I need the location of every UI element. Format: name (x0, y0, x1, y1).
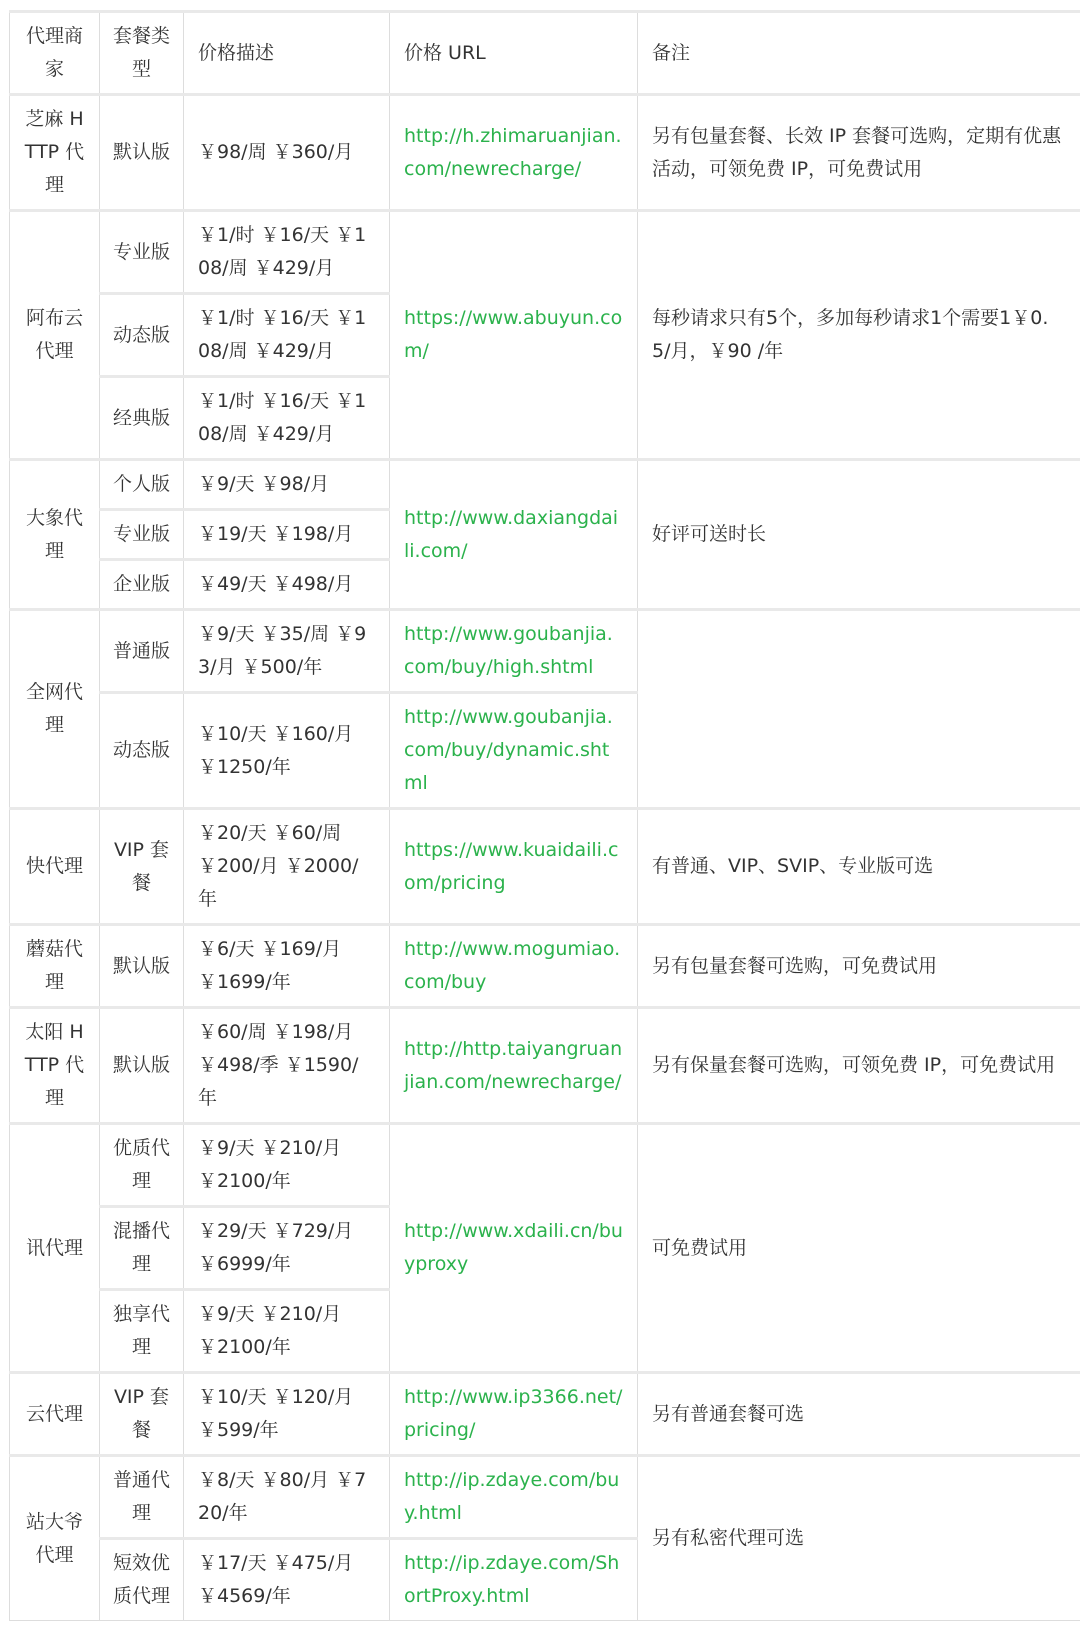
header-note: 备注 (638, 12, 1080, 95)
note-cell: 另有包量套餐可选购，可免费试用 (638, 925, 1080, 1008)
plan-cell: 经典版 (100, 377, 184, 460)
url-cell (390, 925, 638, 1008)
table-row (10, 1008, 1080, 1124)
price-url-link[interactable]: http://http.taiyangruanjian.com/newrecharge/ (404, 1037, 623, 1093)
price-url-link[interactable]: http://www.goubanjia.com/buy/high.shtml (404, 623, 613, 678)
price-cell: ￥1/时 ￥16/天 ￥108/周 ￥429/月 (184, 377, 390, 460)
price-cell: ￥60/周 ￥198/月 ￥498/季 ￥1590/年 (184, 1008, 390, 1124)
header-plan: 套餐类型 (100, 12, 184, 95)
price-url-link[interactable]: http://www.daxiangdaili.com/ (404, 506, 619, 562)
price-cell: ￥9/天 ￥210/月 ￥2100/年 (184, 1290, 390, 1373)
plan-cell: VIP 套餐 (100, 809, 184, 925)
price-cell: ￥98/周 ￥360/月 (184, 95, 390, 211)
table-body (10, 95, 1080, 1621)
plan-cell: 企业版 (100, 560, 184, 610)
note-cell: 每秒请求只有5个，多加每秒请求1个需要1￥0.5/月，￥90 /年 (638, 211, 1080, 460)
price-url-link[interactable]: https://www.abuyun.com/ (404, 307, 623, 362)
plan-cell: 普通版 (100, 610, 184, 693)
plan-cell: 混播代理 (100, 1207, 184, 1290)
url-cell (390, 1124, 638, 1373)
plan-cell: 专业版 (100, 211, 184, 294)
url-cell (390, 1539, 638, 1621)
note-cell: 有普通、VIP、SVIP、专业版可选 (638, 809, 1080, 925)
table-row (10, 460, 1080, 510)
proxy-pricing-table (9, 10, 1080, 1621)
note-cell: 可免费试用 (638, 1124, 1080, 1373)
plan-cell: 动态版 (100, 294, 184, 377)
vendor-cell: 站大爷代理 (10, 1456, 100, 1621)
price-url-link[interactable]: http://www.ip3366.net/pricing/ (404, 1386, 623, 1441)
url-cell (390, 1456, 638, 1539)
price-cell: ￥6/天 ￥169/月 ￥1699/年 (184, 925, 390, 1008)
table-row (10, 1124, 1080, 1207)
vendor-cell: 蘑菇代理 (10, 925, 100, 1008)
price-cell: ￥10/天 ￥160/月 ￥1250/年 (184, 693, 390, 809)
note-cell: 另有保量套餐可选购，可领免费 IP，可免费试用 (638, 1008, 1080, 1124)
price-url-link[interactable]: http://h.zhimaruanjian.com/newrecharge/ (404, 124, 622, 180)
price-cell: ￥49/天 ￥498/月 (184, 560, 390, 610)
header-price: 价格描述 (184, 12, 390, 95)
table-header-row (10, 12, 1080, 95)
price-url-link[interactable]: https://www.kuaidaili.com/pricing (404, 838, 619, 894)
table-row (10, 1456, 1080, 1539)
price-cell: ￥1/时 ￥16/天 ￥108/周 ￥429/月 (184, 294, 390, 377)
note-cell (638, 610, 1080, 809)
table-row (10, 1373, 1080, 1456)
plan-cell: 专业版 (100, 510, 184, 560)
plan-cell: 优质代理 (100, 1124, 184, 1207)
pricing-table-container (9, 10, 1080, 1621)
price-cell: ￥8/天 ￥80/月 ￥720/年 (184, 1456, 390, 1539)
plan-cell: 动态版 (100, 693, 184, 809)
url-cell (390, 211, 638, 460)
plan-cell: 个人版 (100, 460, 184, 510)
url-cell (390, 460, 638, 610)
plan-cell: 普通代理 (100, 1456, 184, 1539)
price-cell: ￥17/天 ￥475/月 ￥4569/年 (184, 1539, 390, 1621)
table-row (10, 610, 1080, 693)
note-cell: 另有包量套餐、长效 IP 套餐可选购，定期有优惠活动，可领免费 IP，可免费试用 (638, 95, 1080, 211)
price-url-link[interactable]: http://www.xdaili.cn/buyproxy (404, 1220, 623, 1275)
vendor-cell: 芝麻 HTTP 代理 (10, 95, 100, 211)
price-url-link[interactable]: http://www.mogumiao.com/buy (404, 938, 621, 993)
price-cell: ￥1/时 ￥16/天 ￥108/周 ￥429/月 (184, 211, 390, 294)
plan-cell: 独享代理 (100, 1290, 184, 1373)
vendor-cell: 讯代理 (10, 1124, 100, 1373)
price-cell: ￥20/天 ￥60/周 ￥200/月 ￥2000/年 (184, 809, 390, 925)
price-cell: ￥9/天 ￥35/周 ￥93/月 ￥500/年 (184, 610, 390, 693)
price-url-link[interactable]: http://ip.zdaye.com/ShortProxy.html (404, 1552, 620, 1607)
header-url: 价格 URL (390, 12, 638, 95)
table-row (10, 95, 1080, 211)
url-cell (390, 693, 638, 809)
table-row (10, 809, 1080, 925)
price-cell: ￥9/天 ￥98/月 (184, 460, 390, 510)
price-cell: ￥19/天 ￥198/月 (184, 510, 390, 560)
price-cell: ￥29/天 ￥729/月 ￥6999/年 (184, 1207, 390, 1290)
note-cell: 另有普通套餐可选 (638, 1373, 1080, 1456)
url-cell (390, 1008, 638, 1124)
vendor-cell: 阿布云代理 (10, 211, 100, 460)
price-url-link[interactable]: http://www.goubanjia.com/buy/dynamic.shtml (404, 706, 613, 794)
vendor-cell: 太阳 HTTP 代理 (10, 1008, 100, 1124)
vendor-cell: 全网代理 (10, 610, 100, 809)
table-row (10, 925, 1080, 1008)
plan-cell: VIP 套餐 (100, 1373, 184, 1456)
plan-cell: 默认版 (100, 925, 184, 1008)
table-row (10, 211, 1080, 294)
plan-cell: 默认版 (100, 95, 184, 211)
url-cell (390, 809, 638, 925)
url-cell (390, 610, 638, 693)
note-cell: 另有私密代理可选 (638, 1456, 1080, 1621)
plan-cell: 默认版 (100, 1008, 184, 1124)
url-cell (390, 95, 638, 211)
price-url-link[interactable]: http://ip.zdaye.com/buy.html (404, 1469, 620, 1524)
vendor-cell: 云代理 (10, 1373, 100, 1456)
note-cell: 好评可送时长 (638, 460, 1080, 610)
vendor-cell: 快代理 (10, 809, 100, 925)
url-cell (390, 1373, 638, 1456)
price-cell: ￥9/天 ￥210/月 ￥2100/年 (184, 1124, 390, 1207)
vendor-cell: 大象代理 (10, 460, 100, 610)
price-cell: ￥10/天 ￥120/月 ￥599/年 (184, 1373, 390, 1456)
header-vendor: 代理商家 (10, 12, 100, 95)
plan-cell: 短效优质代理 (100, 1539, 184, 1621)
